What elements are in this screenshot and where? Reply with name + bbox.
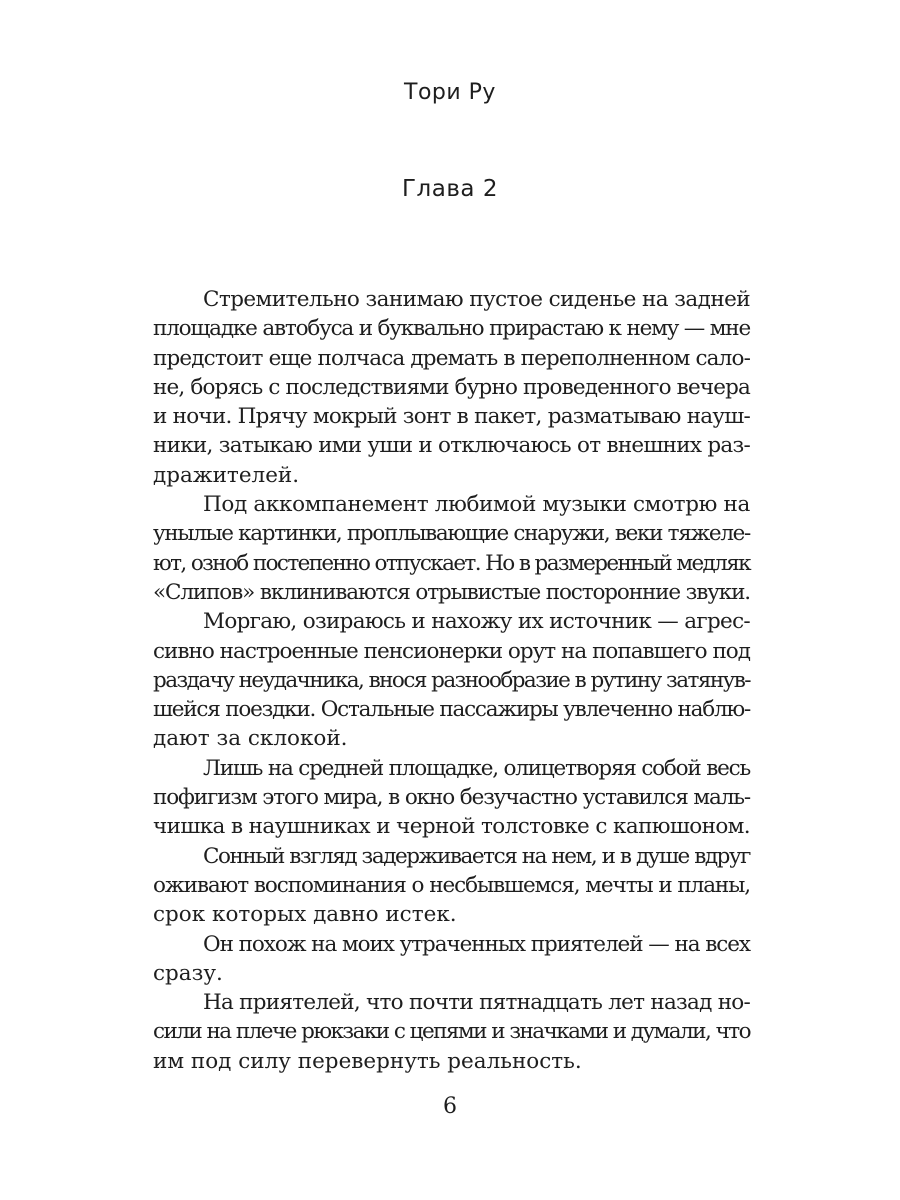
text-line: дают за склокой.	[153, 726, 348, 752]
text-line: срок которых давно истек.	[153, 902, 457, 928]
text-line: Он похож на моих утраченных приятелей — на всех	[203, 931, 750, 957]
text-line: ники, затыкаю ими уши и отключаюсь от внешних раз-	[153, 433, 750, 459]
paragraph	[153, 930, 750, 989]
text-line: чишка в наушниках и черной толстовке с капюшоном.	[153, 814, 751, 840]
text-line: площадке автобуса и буквально прирастаю к нему — мне	[153, 316, 750, 342]
paragraph	[153, 754, 750, 842]
text-line: предстоит еще полчаса дремать в переполненном сало-	[153, 345, 750, 371]
text-line: и ночи. Прячу мокрый зонт в пакет, разматываю науш-	[153, 404, 750, 430]
text-line: им под силу перевернуть реальность.	[153, 1048, 582, 1074]
paragraph	[153, 607, 750, 753]
text-line: сили на плече рюкзаки с цепями и значками и думали, что	[153, 1019, 750, 1045]
text-line: пофигизм этого мира, в окно безучастно уставился маль-	[153, 785, 750, 811]
text-line: не, борясь с последствиями бурно проведенного вечера	[153, 374, 751, 400]
page-number: 6	[443, 1094, 457, 1119]
text-line: На приятелей, что почти пятнадцать лет назад но-	[203, 990, 751, 1016]
text-line: шейся поездки. Остальные пассажиры увлеченно наблю-	[153, 697, 751, 723]
text-line: «Слипов» вклиниваются отрывистые посторонние звуки.	[153, 579, 750, 605]
chapter-title: Глава 2	[402, 176, 498, 202]
text-line: сразу.	[153, 960, 223, 986]
paragraph	[153, 988, 750, 1076]
text-line: Стремительно занимаю пустое сиденье на задней	[203, 287, 750, 312]
paragraph	[153, 842, 750, 930]
text-line: Сонный взгляд задерживается на нем, и в душе вдруг	[203, 843, 751, 869]
body-text	[153, 285, 750, 1076]
text-line: дражителей.	[153, 462, 300, 488]
text-line: унылые картинки, проплывающие снаружи, веки тяжеле-	[153, 521, 750, 547]
running-head-author: Тори Ру	[404, 80, 496, 105]
paragraph	[153, 285, 750, 490]
paragraph	[153, 490, 750, 607]
text-line: Моргаю, озираюсь и нахожу их источник — агрес-	[203, 609, 751, 635]
text-line: Лишь на средней площадке, олицетворяя собой весь	[203, 755, 750, 781]
text-line: Под аккомпанемент любимой музыки смотрю на	[203, 492, 750, 518]
text-line: оживают воспоминания о несбывшемся, мечты и планы,	[153, 872, 750, 898]
text-line: ют, озноб постепенно отпускает. Но в размеренный медляк	[153, 550, 750, 576]
text-line: раздачу неудачника, внося разнообразие в рутину затянув-	[153, 667, 750, 693]
text-line: сивно настроенные пенсионерки орут на попавшего под	[153, 638, 751, 664]
